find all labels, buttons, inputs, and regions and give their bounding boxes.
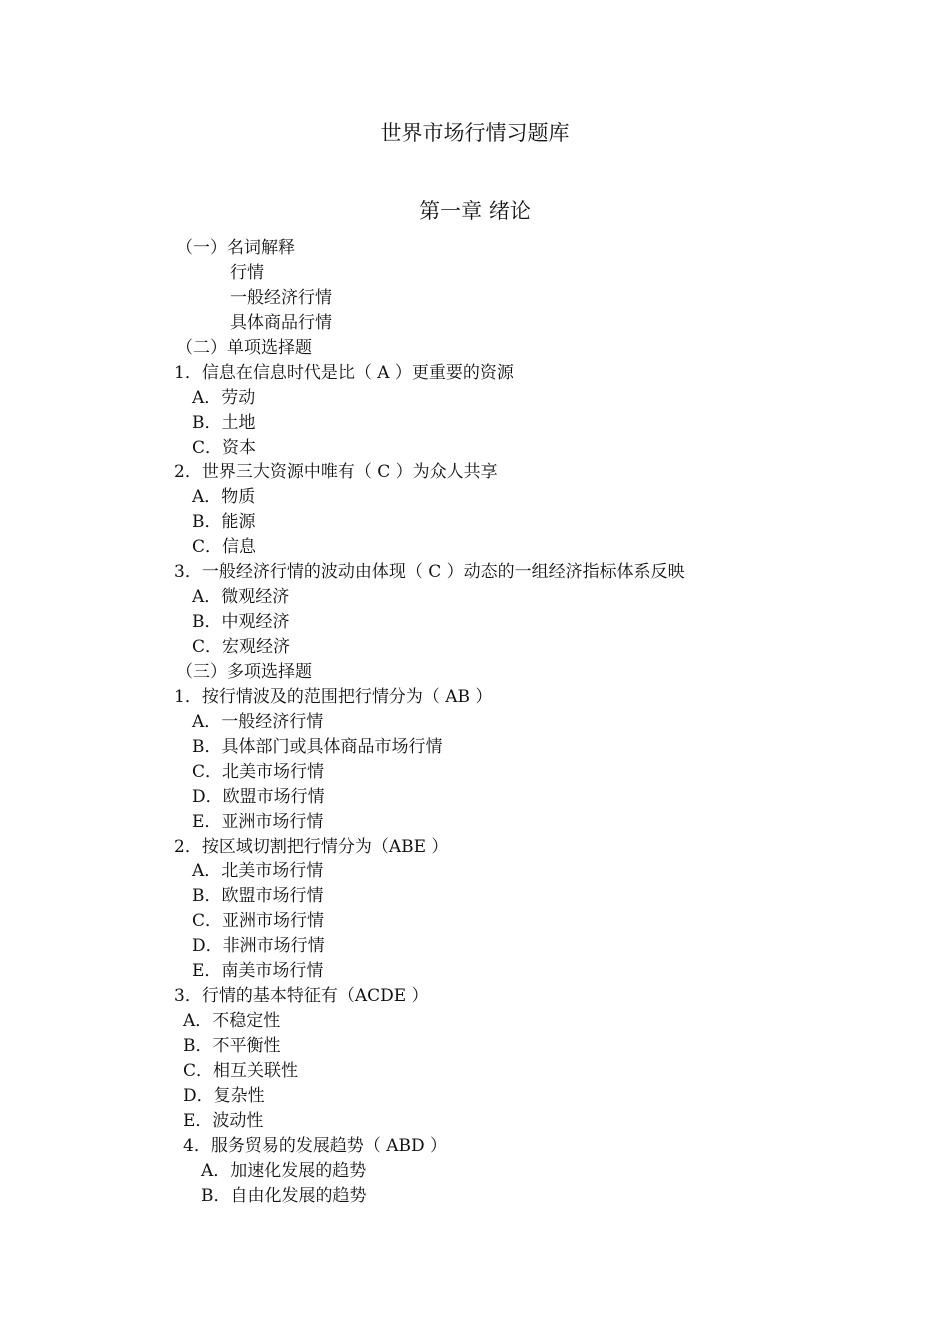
option: B．欧盟市场行情 [192,886,324,907]
option: A．微观经济 [192,587,290,608]
option: A．北美市场行情 [192,861,324,882]
question: 2．按区域切割把行情分为（ABE ） [174,836,449,857]
question: 3．一般经济行情的波动由体现（ C ）动态的一组经济指标体系反映 [174,562,685,583]
question: 1．按行情波及的范围把行情分为（ AB ） [174,686,493,707]
option: A．不稳定性 [183,1011,281,1032]
option: B．土地 [192,412,256,433]
question: 2．世界三大资源中唯有（ C ）为众人共享 [174,462,498,483]
option: C．亚洲市场行情 [192,911,325,932]
option: D．非洲市场行情 [192,936,325,957]
question: 3．行情的基本特征有（ACDE ） [174,986,429,1007]
option: B．自由化发展的趋势 [201,1185,367,1206]
option: A．一般经济行情 [192,711,324,732]
term-item: 具体商品行情 [230,312,332,333]
section-heading-single-choice: （二）单项选择题 [176,337,312,358]
option: A．劳动 [192,387,256,408]
option: A．物质 [192,487,256,508]
document-title: 世界市场行情习题库 [380,121,570,145]
option: D．复杂性 [183,1085,265,1106]
option: A．加速化发展的趋势 [201,1160,367,1181]
option: B．中观经济 [192,612,290,633]
option: C．相互关联性 [183,1060,299,1081]
option: B．能源 [192,512,256,533]
option: C．宏观经济 [192,637,291,657]
option: C．信息 [192,537,257,558]
question: 1．信息在信息时代是比（ A ）更重要的资源 [174,362,514,383]
option: E．波动性 [183,1110,264,1131]
option: C．资本 [192,437,257,458]
option: E．亚洲市场行情 [192,811,324,832]
option: E．南美市场行情 [192,961,324,982]
section-heading-multiple-choice: （三）多项选择题 [176,661,312,682]
term-item: 一般经济行情 [230,287,332,308]
option: D．欧盟市场行情 [192,786,325,807]
question: 4．服务贸易的发展趋势（ ABD ） [183,1135,448,1156]
document-body [0,236,950,1209]
option: B．具体部门或具体商品市场行情 [192,736,443,757]
term-item: 行情 [230,262,264,283]
chapter-heading: 第一章 绪论 [419,199,531,223]
section-heading-terms: （一）名词解释 [176,238,295,258]
option: B．不平衡性 [183,1036,281,1056]
option: C．北美市场行情 [192,761,325,782]
